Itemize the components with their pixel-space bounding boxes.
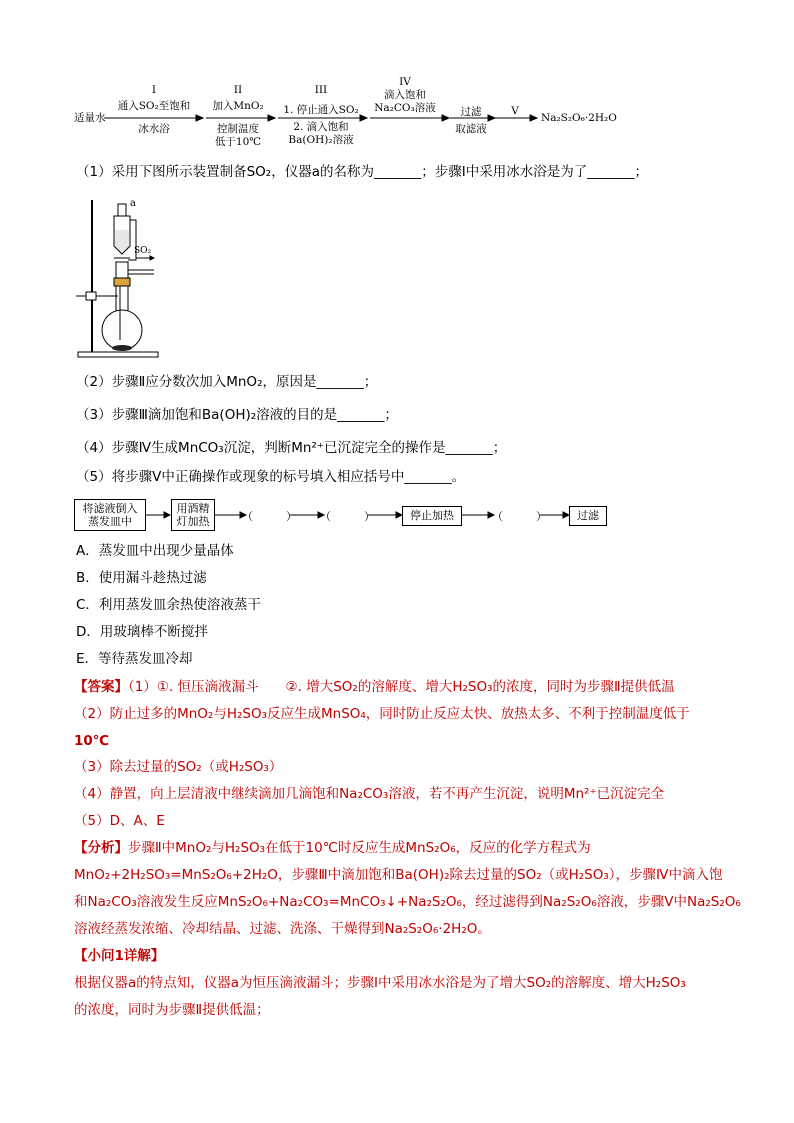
- step5-blank-2: （ ）: [320, 510, 375, 523]
- step5-box-stop-heat: 停止加热: [402, 506, 462, 526]
- flow-filter-top: 过滤: [460, 106, 482, 118]
- apparatus-label-a: a: [130, 198, 136, 209]
- analysis-tag: 【分析】: [74, 840, 128, 856]
- answer-4: （4）静置，向上层清液中继续滴加几滴饱和Na₂CO₃溶液，若不再产生沉淀，说明Mn²⁺已沉淀完全: [74, 786, 665, 802]
- flow-step-4-top1: 滴入饱和: [384, 89, 426, 101]
- answer-2-line2: 10℃: [74, 733, 110, 749]
- step5-blank-1: （ ）: [242, 510, 297, 523]
- flow-step-4-num: IV: [399, 76, 411, 88]
- answer-5: （5）D、A、E: [74, 813, 165, 829]
- question-5: （5）将步骤Ⅴ中正确操作或现象的标号填入相应括号中_______。: [76, 469, 466, 485]
- flow-step-1-bottom: 冰水浴: [138, 123, 170, 135]
- step5-box-pour-line1: 将滤液倒入: [82, 502, 138, 515]
- flow-start: 适量水: [74, 112, 106, 124]
- flow-step-3-top: 1. 停止通入SO₂: [283, 104, 359, 116]
- option-b: B．使用漏斗趁热过滤: [76, 570, 207, 586]
- detail-tag: 【小问1详解】: [74, 948, 165, 964]
- flow-step-3-num: III: [314, 84, 328, 96]
- step5-box-heat-line1: 用酒精: [176, 502, 210, 515]
- option-a: A．蒸发皿中出现少量晶体: [76, 543, 234, 559]
- flow-step-2-bottom1: 控制温度: [217, 123, 259, 135]
- answer-2-line1: （2）防止过多的MnO₂与H₂SO₃反应生成MnSO₄，同时防止反应太快、放热太多、不利于控制温度低于: [74, 706, 690, 722]
- flow-step-3-bottom1: 2. 滴入饱和: [293, 121, 349, 133]
- answer-tag: 【答案】: [74, 679, 128, 695]
- step5-box-heat: [171, 499, 215, 531]
- answer-section: [74, 677, 675, 697]
- flow-step-4-top2: Na₂CO₃溶液: [374, 102, 436, 114]
- question-4: （4）步骤Ⅳ生成MnCO₃沉淀，判断Mn²⁺已沉淀完全的操作是_______；: [76, 440, 507, 456]
- option-d: D．用玻璃棒不断搅拌: [76, 624, 208, 640]
- analysis-line2: MnO₂+2H₂SO₃=MnS₂O₆+2H₂O，步骤Ⅲ中滴加饱和Ba(OH)₂除去过量的SO₂（或H₂SO₃），步骤Ⅳ中滴入饱: [74, 867, 723, 883]
- option-c: C．利用蒸发皿余热使溶液蒸干: [76, 597, 261, 613]
- question-3: （3）步骤Ⅲ滴加饱和Ba(OH)₂溶液的目的是_______；: [76, 407, 398, 423]
- question-2: （2）步骤Ⅱ应分数次加入MnO₂，原因是_______；: [76, 374, 378, 390]
- flow-filter-bottom: 取滤液: [455, 123, 487, 135]
- flow-step-3-bottom2: Ba(OH)₂溶液: [288, 134, 354, 146]
- flow-step-5-num: V: [511, 105, 519, 117]
- analysis-text-1: 步骤Ⅱ中MnO₂与H₂SO₃在低于10℃时反应生成MnS₂O₆，反应的化学方程式为: [128, 840, 591, 856]
- detail-line2: 的浓度，同时为步骤Ⅱ提供低温；: [74, 1002, 270, 1018]
- flow-step-2-num: II: [233, 84, 243, 96]
- flow-product: Na₂S₂O₆·2H₂O: [541, 112, 617, 124]
- apparatus-label-so2: SO₂: [134, 246, 152, 256]
- flow-step-2-bottom2: 低于10℃: [214, 136, 262, 148]
- flow-step-1-num: I: [151, 84, 157, 96]
- answer-3: （3）除去过量的SO₂（或H₂SO₃）: [74, 759, 283, 775]
- flow-step-1-top: 通入SO₂至饱和: [117, 100, 191, 112]
- detail-line1: 根据仪器a的特点知，仪器a为恒压滴液漏斗；步骤Ⅰ中采用冰水浴是为了增大SO₂的溶解度、增大H₂SO₃: [74, 975, 686, 991]
- answer-1: （1）①. 恒压滴液漏斗 ②. 增大SO₂的溶解度、增大H₂SO₃的浓度，同时为步骤Ⅱ提供低温: [128, 679, 675, 695]
- step5-blank-3: （ ）: [492, 510, 547, 523]
- analysis-line3: 和Na₂CO₃溶液发生反应MnS₂O₆+Na₂CO₃=MnCO₃↓+Na₂S₂O₆，经过滤得到Na₂S₂O₆溶液，步骤Ⅴ中Na₂S₂O₆: [74, 894, 741, 910]
- step5-box-filter: 过滤: [569, 506, 607, 526]
- analysis-line4: 溶液经蒸发浓缩、冷却结晶、过滤、洗涤、干燥得到Na₂S₂O₆·2H₂O。: [74, 921, 491, 937]
- analysis-line1: [74, 838, 591, 858]
- flow-step-2-top: 加入MnO₂: [212, 100, 264, 112]
- step5-box-heat-line2: 灯加热: [176, 515, 210, 528]
- option-e: E．等待蒸发皿冷却: [76, 651, 193, 667]
- apparatus-figure: [74, 190, 174, 360]
- question-1: （1）采用下图所示装置制备SO₂，仪器a的名称为_______；步骤Ⅰ中采用冰水浴是为了_______；: [76, 164, 648, 180]
- step5-box-pour-line2: 蒸发皿中: [88, 515, 132, 528]
- step5-box-pour: [74, 499, 146, 531]
